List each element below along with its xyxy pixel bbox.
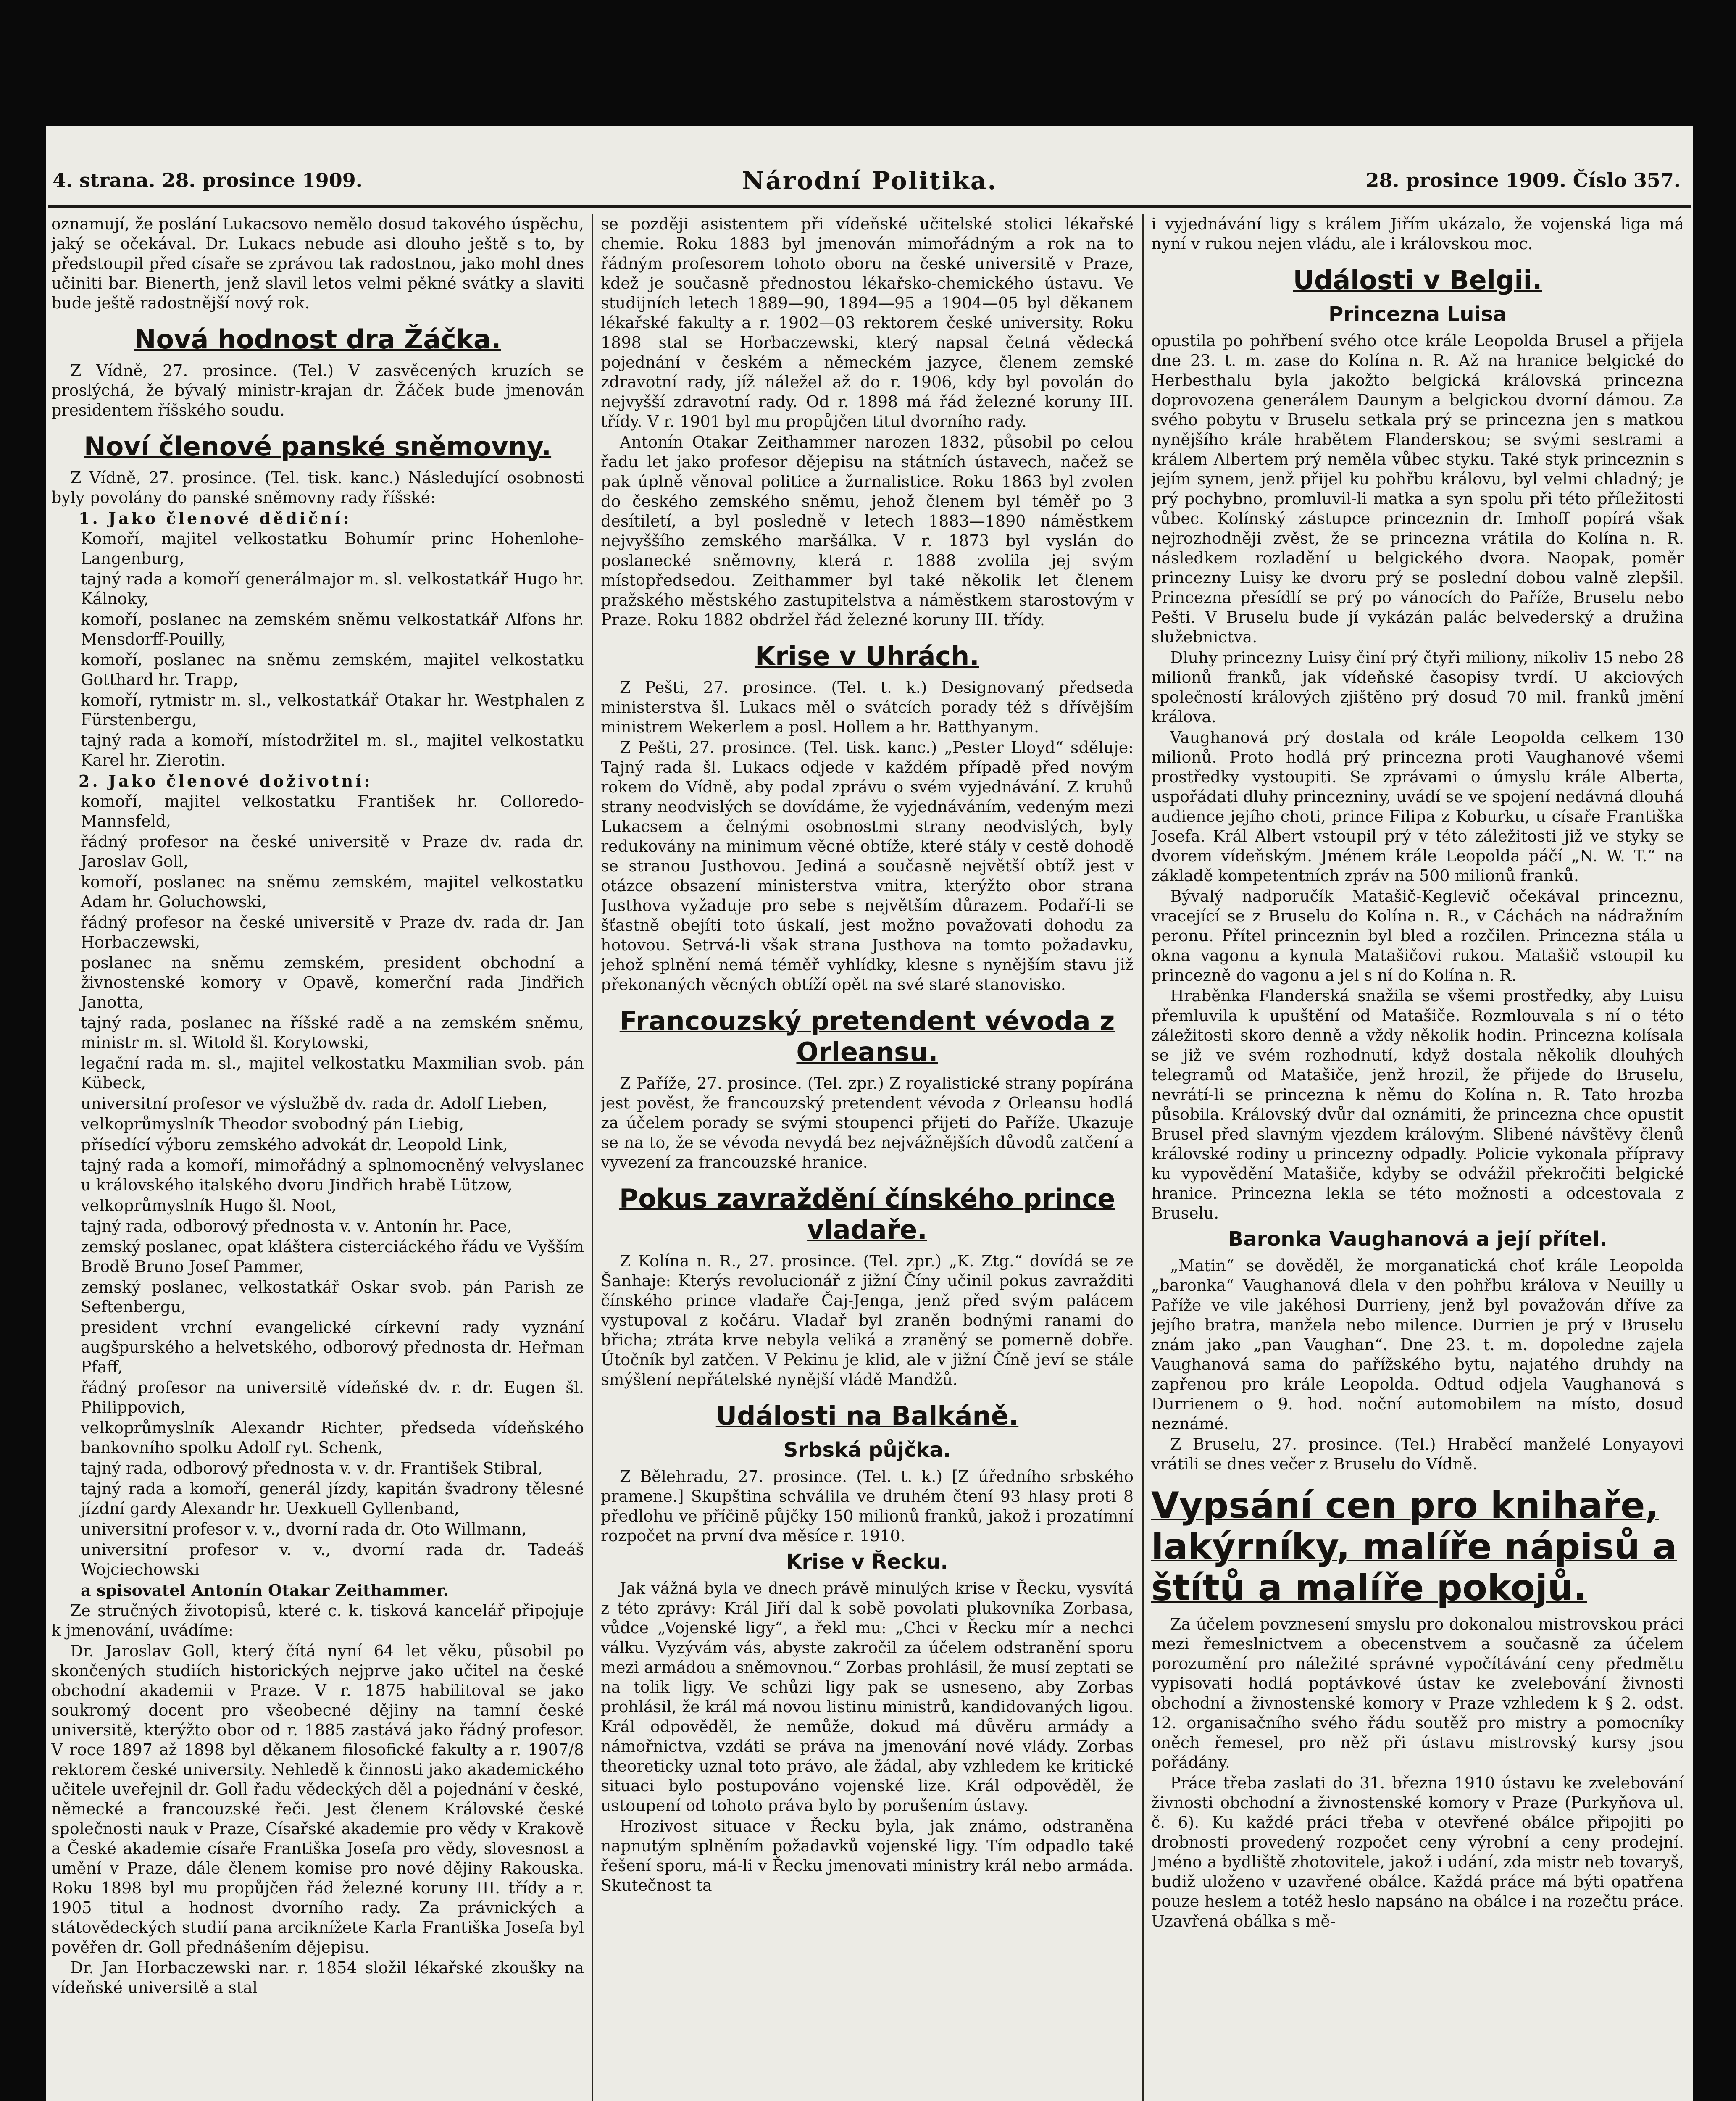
- column-rule: [1142, 214, 1144, 2101]
- list-item: komoří, majitel velkostatku František hr. Colloredo-Mannsfeld,: [81, 792, 584, 830]
- list-item: přísedící výboru zemského advokát dr. Leopold Link,: [81, 1135, 508, 1154]
- paragraph: Dluhy princezny Luisy činí prý čtyři miliony, nikoliv 15 nebo 28 milionů franků, jak vídeňské časopisy tvrdí. U akciových společností králových zjištěno prý dosud 70 mil. franků jmění králova.: [1151, 648, 1684, 726]
- subheadline: Srbská půjčka.: [783, 1438, 951, 1462]
- list-item: tajný rada a komoří, místodržitel m. sl., majitel velkostatku Karel hr. Zierotin.: [81, 731, 584, 769]
- list-item: tajný rada, odborový přednosta v. v. Antonín hr. Pace,: [81, 1217, 512, 1235]
- list-item: komoří, poslanec na sněmu zemském, majitel velkostatku Adam hr. Goluchowski,: [81, 873, 584, 911]
- list-item: universitní profesor ve výslužbě dv. rada dr. Adolf Lieben,: [81, 1094, 548, 1113]
- paragraph: Z Bruselu, 27. prosince. (Tel.) Hraběcí manželé Lonyayovi vrátili se dnes večer z Bruselu do Vídně.: [1151, 1435, 1684, 1473]
- paragraph: Hrozivost situace v Řecku byla, jak známo, odstraněna napnutým splněním požadavků vojenské ligy. Tím odpadlo také řešení sporu, má-li v Řecku jmenovati ministry král nebo armáda. Skutečnost ta: [601, 1817, 1134, 1895]
- paragraph: Jak vážná byla ve dnech právě minulých krise v Řecku, vysvítá z této zprávy: Král Jiří dal k sobě povolati plukovníka Zorbasa, vůdce „Vojenské ligy“, a řekl mu: „Chci v Řecku mír a nechci válku. Vyzývám vás, abyste zakročil za účelem odstranění sporu mezi armádou a sněmovnou.“ Zorbas prohlásil, že musí zeptati se na tolik ligy. Ve schůzi ligy pak se usneseno, aby Zorbas prohlásil, že král má novou listinu ministrů, kandidovaných ligou. Král odpověděl, že nemůže, dokud má důvěru armády a námořnictva, vzdáti se práva na jmenování nové vlády. Zorbas theoreticky uznal toto právo, ale žádal, aby vzhledem ke kritické situaci bylo postupováno vojenské lize. Král odpověděl, že ustoupení od tohoto práva bylo by porušením ústavy.: [601, 1579, 1134, 1815]
- subheadline: Baronka Vaughanová a její přítel.: [1228, 1227, 1607, 1251]
- list-item: universitní profesor v. v., dvorní rada dr. Tadeáš Wojciechowski: [81, 1540, 584, 1579]
- paragraph: Ze stručných životopisů, které c. k. tisková kancelář připojuje k jmenování, uvádíme:: [51, 1601, 584, 1640]
- paragraph: Z Pešti, 27. prosince. (Tel. tisk. kanc.) „Pester Lloyd“ sděluje: Tajný rada šl. Lukacs odjede v každém případě před novým rokem do Vídně, aby podal zprávu o svém vyjednávání. Z kruhů strany neodvislých se dovídáme, že vyjednáváním, vedeným mezi Lukacsem a čelnými osobnostmi strany neodvislých, byly redukovány na minimum věcné obtíže, které stály v cestě dohodě se stranou Justhovou. Jediná a současně největší obtíž jest v otázce obsazení ministerstva vnitra, kterýžto obor strana Justhova vyžaduje pro sebe s největším důrazem. Podaří-li se šťastně obejíti toto úskalí, jest možno považovati dohodu za hotovou. Setrvá-li však strana Justhova na tomto požadavku, jehož splnění nemá téměř vyhlídky, klesne s nynějším stavu již překonaných věcných obtíží opět na své staré stanovisko.: [601, 738, 1134, 994]
- list-item: velkoprůmyslník Alexandr Richter, předseda vídeňského bankovního spolku Adolf ryt. Schenk,: [81, 1419, 584, 1457]
- paragraph: „Matin“ se dověděl, že morganatická choť krále Leopolda „baronka“ Vaughanová dlela v den pohřbu králova v Neuilly u Paříže ve vile jakéhosi Durrieny, jenž byl považován dříve za jejího bratra, manžela nebo milence. Durrien je prý v Bruselu znám jako „pan Vaughan“. Dne 23. t. m. dopoledne zajela Vaughanová sama do pařížského bytu, najatého druhdy na zapřenou pro krále Leopolda. Odtud odjela Vaughanová s Durrienem o 9. hod. noční automobilem na místo, dosud neznámé.: [1151, 1256, 1684, 1433]
- paragraph: i vyjednávání ligy s králem Jiřím ukázalo, že vojenská liga má nyní v rukou nejen vládu, ale i královskou moc.: [1151, 215, 1684, 253]
- list-item: universitní profesor v. v., dvorní rada dr. Oto Willmann,: [81, 1520, 527, 1538]
- column-rule: [592, 214, 593, 2101]
- list-item: komoří, poslanec na zemském sněmu velkostatkář Alfons hr. Mensdorff-Pouilly,: [81, 610, 584, 648]
- paragraph: Z Vídně, 27. prosince. (Tel.) V zasvěcených kruzích se proslýchá, že bývalý ministr-krajan dr. Žáček bude jmenován presidentem říšského soudu.: [51, 361, 584, 419]
- list-item: tajný rada, poslanec na říšské radě a na zemském sněmu, ministr m. sl. Witold šl. Korytowski,: [81, 1014, 584, 1052]
- newspaper-page: [46, 126, 1693, 2101]
- list-item: a spisovatel Antonín Otakar Zeithammer.: [81, 1581, 449, 1600]
- list-item: legační rada m. sl., majitel velkostatku Maxmilian svob. pán Kübeck,: [81, 1054, 584, 1092]
- list-item: velkoprůmyslník Hugo šl. Noot,: [81, 1196, 337, 1215]
- list-item: řádný profesor na české universitě v Praze dv. rada dr. Jan Horbaczewski,: [81, 913, 584, 951]
- paragraph: Antonín Otakar Zeithammer narozen 1832, působil po celou řadu let jako profesor dějepisu na státních ústavech, načež se pak úplně věnoval politice a žurnalistice. Roku 1863 byl zvolen do českého zemského sněmu, jehož členem byl téměř po 3 desítiletí, a byl posledně v letech 1883—1890 náměstkem nejvyššího zemského maršálka. V r. 1873 byl vyslán do poslanecké sněmovny, která r. 1888 zvolila jej svým místopředsedou. Zeithammer byl také několik let členem pražského městského zastupitelstva a náměstkem starostovým v Praze. Roku 1882 obdržel řád železné koruny III. třídy.: [601, 433, 1134, 629]
- subheadline: Princezna Luisa: [1328, 303, 1507, 326]
- headline: Pokus zavraždění čínského prince vladaře.: [619, 1183, 1115, 1245]
- paragraph: Práce třeba zaslati do 31. března 1910 ústavu ke zvelebování živnosti obchodní a živnostenské komory v Praze (Purkyňova ul. č. 6). Ku každé práci třeba v otevřené obálce připojiti po drobnosti provedený rozpočet ceny výrobní a ceny prodejní. Jméno a bydliště zhotovitele, jakož i udání, zda mistr neb tovaryš, budiž uloženo v uzavřené obálce. Každá práce má býti opatřena pouze heslem a totéž heslo napsáno na obálce i na rozečtu práce. Uzavřená obálka s mě-: [1151, 1774, 1684, 1930]
- issue-date-number: 28. prosince 1909. Číslo 357.: [1365, 169, 1681, 192]
- running-header: [46, 160, 1693, 206]
- page-number-date: 4. strana. 28. prosince 1909.: [53, 169, 363, 192]
- headline: Vypsání cen pro knihaře, lakýrníky, malíře nápisů a štítů a malíře pokojů.: [1151, 1485, 1677, 1609]
- paragraph: Dr. Jan Horbaczewski nar. r. 1854 složil lékařské zkoušky na vídeňské universitě a stal: [51, 1959, 584, 1997]
- list-item: komoří, poslanec na sněmu zemském, majitel velkostatku Gotthard hr. Trapp,: [81, 650, 584, 689]
- masthead-title: Národní Politika.: [742, 166, 997, 195]
- paragraph: Vaughanová prý dostala od krále Leopolda celkem 130 milionů. Proto hodlá prý princezna proti Vaughanové všemi prostředky vystoupiti. Se zprávami o úmyslu krále Alberta, uspořádati dluhy princezniny, uvádí se ve spojení nedávná dlouhá audience jejího choti, prince Filipa z Koburku, u císaře Františka Josefa. Král Albert vstoupil prý v této záležitosti již ve styky se dvorem vídeňským. Jménem krále Leopolda páčí „N. W. T.“ na základě kompetentních zpráv na 500 milionů franků.: [1151, 728, 1684, 885]
- list-item: tajný rada a komoří, generál jízdy, kapitán švadrony tělesné jízdní gardy Alexandr hr. Uexkuell Gyllenband,: [81, 1480, 584, 1518]
- headline: Události v Belgii.: [1293, 265, 1542, 295]
- paragraph: opustila po pohřbení svého otce krále Leopolda Brusel a přijela dne 23. t. m. zase do Kolína n. R. Až na hranice belgické do Herbesthalu byla jakožto belgická královská princezna doprovozena generálem Daunym a belgickou dvorní dámou. Za svého pobytu v Bruselu setkala prý se princezna jen s matkou nynějšího krále hrabětem Flanderskou; se svými sestrami a králem Albertem prý neměla vůbec styku. Také styk princeznin s jejím synem, jenž přijel ku pohřbu královu, byl velmi chladný; je prý pochybno, promluvil-li matka a syn spolu při této příležitosti vůbec. Kolínský zástupce princeznin dr. Imhoff popírá však nejrozhodněji zvěst, že se princezna vrátila do Kolína n. R. následkem rozladění u belgického dvora. Naopak, poměr princezny Luisy ke dvoru prý se poslední dobou valně zlepšil. Princezna přesídlí se prý po vánocích do Paříže, Bruselu nebo Pešti. V Bruselu bude jí vykázán palác belvederský a družina služebnictva.: [1151, 332, 1684, 646]
- subheadline: Krise v Řecku.: [786, 1550, 948, 1574]
- paragraph: Hraběnka Flanderská snažila se všemi prostředky, aby Luisu přemluvila k upuštění od Matašiče. Rozmlouvala s ní o této záležitosti skoro denně a vždy několik hodin. Princezna kolísala se již ve svém rozhodnutí, když dostala několik dlouhých telegramů od Matašiče, jenž hrozil, že přijede do Bruselu, nevrátí-li se princezna k němu do Kolína n. R. Tato hrozba působila. Královský dvůr dal oznámiti, že princezna chce opustit Brusel před slavným vjezdem královým. Slibené návštěvy členů královské rodiny u princezny odpadly. Policie vykonala přípravy ku vypovědění Matašiče, kdyby se odvážil překročiti belgické hranice. Princezna lekla se této možnosti a odcestovala z Bruselu.: [1151, 987, 1684, 1222]
- list-item: tajný rada a komoří generálmajor m. sl. velkostatkář Hugo hr. Kálnoky,: [81, 570, 584, 608]
- paragraph: Bývalý nadporučík Matašič-Keglevič očekával princeznu, vracející se z Bruselu do Kolína n. R., v Cáchách na nádražním peronu. Přítel princeznin byl bled a rozčilen. Princezna stála u okna vagonu a kynula Matašičovi rukou. Matašič vstoupil ku princezně do vagonu a jel s ní do Kolína n. R.: [1151, 887, 1684, 985]
- list-item: tajný rada, odborový přednosta v. v. dr. František Stibral,: [81, 1459, 543, 1477]
- headline: Události na Balkáně.: [715, 1401, 1019, 1431]
- section-label: 1. Jako členové dědiční:: [79, 509, 352, 528]
- paragraph: Za účelem povznesení smyslu pro dokonalou mistrovskou práci mezi řemeslnictvem a obecenstvem a současně za účelem porozumění pro náležité správné vypočítávání ceny předmětu vypisovati hodlá poptávkové ústav ke zvelebování živnosti obchodní a živnostenské komory v Praze vzhledem k § 2. odst. 12. organisačního svého řádu soutěž pro mistry a pomocníky oněch řemesel, pro něž při ústavu mistrovský kursy jsou pořádány.: [1151, 1615, 1684, 1772]
- list-item: tajný rada a komoří, mimořádný a splnomocněný velvyslanec u královského italského dvoru Jindřich hrabě Lützow,: [81, 1156, 584, 1194]
- list-item: zemský poslanec, opat kláštera cisterciáckého řádu ve Vyšším Brodě Bruno Josef Pammer,: [81, 1237, 584, 1276]
- paragraph: Dr. Jaroslav Goll, který čítá nyní 64 let věku, působil po skončených studiích historických nejprve jako učitel na české obchodní akademii v Praze. V r. 1875 habilitoval se jako soukromý docent pro všeobecné dějiny na tamní české universitě, kterýžto obor od r. 1885 zastává jako řádný profesor. V roce 1897 až 1898 byl děkanem filosofické fakulty a r. 1907/8 rektorem české university. Nehledě k činnosti jako akademického učitele uveřejnil dr. Goll řadu vědeckých děl a pojednání v české, německé a francouzské řeči. Jest členem Královské české společnosti nauk v Praze, Císařské akademie pro vědy v Krakově a České akademie císaře Františka Josefa pro vědy, slovesnost a umění v Praze, dále členem komise pro nové dějiny Rakouska. Roku 1898 byl mu propůjčen řád železné koruny III. třídy a r. 1905 titul a hodnost dvorního rady. Za právnických a státovědeckých studií pana arciknížete Karla Františka Josefa byl pověřen dr. Goll přednášením dějepisu.: [51, 1642, 584, 1956]
- column-2: [601, 214, 1134, 2101]
- headline: Noví členové panské sněmovny.: [84, 431, 552, 462]
- paragraph: Z Bělehradu, 27. prosince. (Tel. t. k.) [Z úředního srbského pramene.] Skupština schválila ve druhém čtení 93 hlasy proti 8 předlohu ve příčině půjčky 150 milionů franků, jakož i prozatímní rozpočet na první dva měsíce r. 1910.: [601, 1467, 1134, 1545]
- headline: Nová hodnost dra Žáčka.: [134, 324, 501, 355]
- paragraph: Z Paříže, 27. prosince. (Tel. zpr.) Z royalistické strany popírána jest pověst, že francouzský pretendent vévoda z Orleansu hodlá za účelem porady se svými stoupenci přijeti do Paříže. Ukazuje se na to, že se vévoda nevydá bez nejvážnějších důvodů zatčení a vyvezení za francouzské hranice.: [601, 1074, 1134, 1172]
- section-label: 2. Jako členové doživotní:: [79, 771, 373, 790]
- list-item: zemský poslanec, velkostatkář Oskar svob. pán Parish ze Seftenbergu,: [81, 1278, 584, 1316]
- column-1: [51, 214, 584, 2101]
- list-item: velkoprůmyslník Theodor svobodný pán Liebig,: [81, 1115, 464, 1133]
- column-3: [1151, 214, 1684, 2101]
- list-item: poslanec na sněmu zemském, president obchodní a živnostenské komory v Opavě, komerční rada Jindřich Janotta,: [81, 953, 584, 1011]
- list-item: komoří, rytmistr m. sl., velkostatkář Otakar hr. Westphalen z Fürstenbergu,: [81, 691, 584, 729]
- paragraph: oznamují, že poslání Lukacsovo nemělo dosud takového úspěchu, jaký se očekával. Dr. Lukacs nebude asi dlouho ještě s to, by předstoupil před císaře se zprávou tak radostnou, jako mohl dnes učiniti bar. Bienerth, jenž slavil letos velmi pěkné svátky a slaviti bude ještě radostnější nový rok.: [51, 215, 584, 312]
- paragraph: Z Pešti, 27. prosince. (Tel. t. k.) Designovaný předseda ministerstva šl. Lukacs měl o svátcích porady též s dřívějším ministrem Wekerlem a posl. Hollem a hr. Batthyanym.: [601, 678, 1134, 736]
- paragraph: Z Vídně, 27. prosince. (Tel. tisk. kanc.) Následující osobnosti byly povolány do panské sněmovny rady říšské:: [51, 469, 584, 507]
- paragraph: se později asistentem při vídeňské učitelské stolici lékařské chemie. Roku 1883 byl jmenován mimořádným a rok na to řádným profesorem tohoto oboru na české universitě v Praze, kdež je současně přednostou lékařsko-chemického ústavu. Ve studijních letech 1889—90, 1894—95 a 1904—05 byl děkanem lékařské fakulty a r. 1902—03 rektorem české university. Roku 1898 stal se Horbaczewski, který napsal četná vědecká pojednání v českém a německém jazyce, členem zemské zdravotní rady, jíž náležel až do r. 1906, kdy byl povolán do nejvyšší zdravotní rady. Od r. 1898 má řád železné koruny III. třídy. V r. 1901 byl mu propůjčen titul dvorního rady.: [601, 215, 1134, 431]
- paragraph: Z Kolína n. R., 27. prosince. (Tel. zpr.) „K. Ztg.“ dovídá se ze Šanhaje: Kterýs revolucionář z jižní Číny učinil pokus zavražditi čínského prince vladaře Čaj-Jenga, jenž před svým palácem vystupoval z kočáru. Vladař byl zraněn bodnými ranami do břicha; ztráta krve nebyla veliká a zraněný se pomerně dobře. Útočník byl zatčen. V Pekinu je klid, ale v jižní Číně jeví se stále smýšlení nepřátelské nynější vládě Mandžů.: [601, 1252, 1134, 1389]
- list-item: Komoří, majitel velkostatku Bohumír princ Hohenlohe-Langenburg,: [81, 529, 584, 568]
- list-item: president vrchní evangelické církevní rady vyznání augšpurského a helvetského, odborový přednosta dr. Heřman Pfaff,: [81, 1318, 584, 1376]
- header-rule: [48, 205, 1691, 208]
- list-item: řádný profesor na universitě vídeňské dv. r. dr. Eugen šl. Philippovich,: [81, 1378, 584, 1416]
- headline: Francouzský pretendent vévoda z Orleansu.: [619, 1006, 1115, 1067]
- list-item: řádný profesor na české universitě v Praze dv. rada dr. Jaroslav Goll,: [81, 832, 584, 871]
- headline: Krise v Uhrách.: [755, 641, 979, 671]
